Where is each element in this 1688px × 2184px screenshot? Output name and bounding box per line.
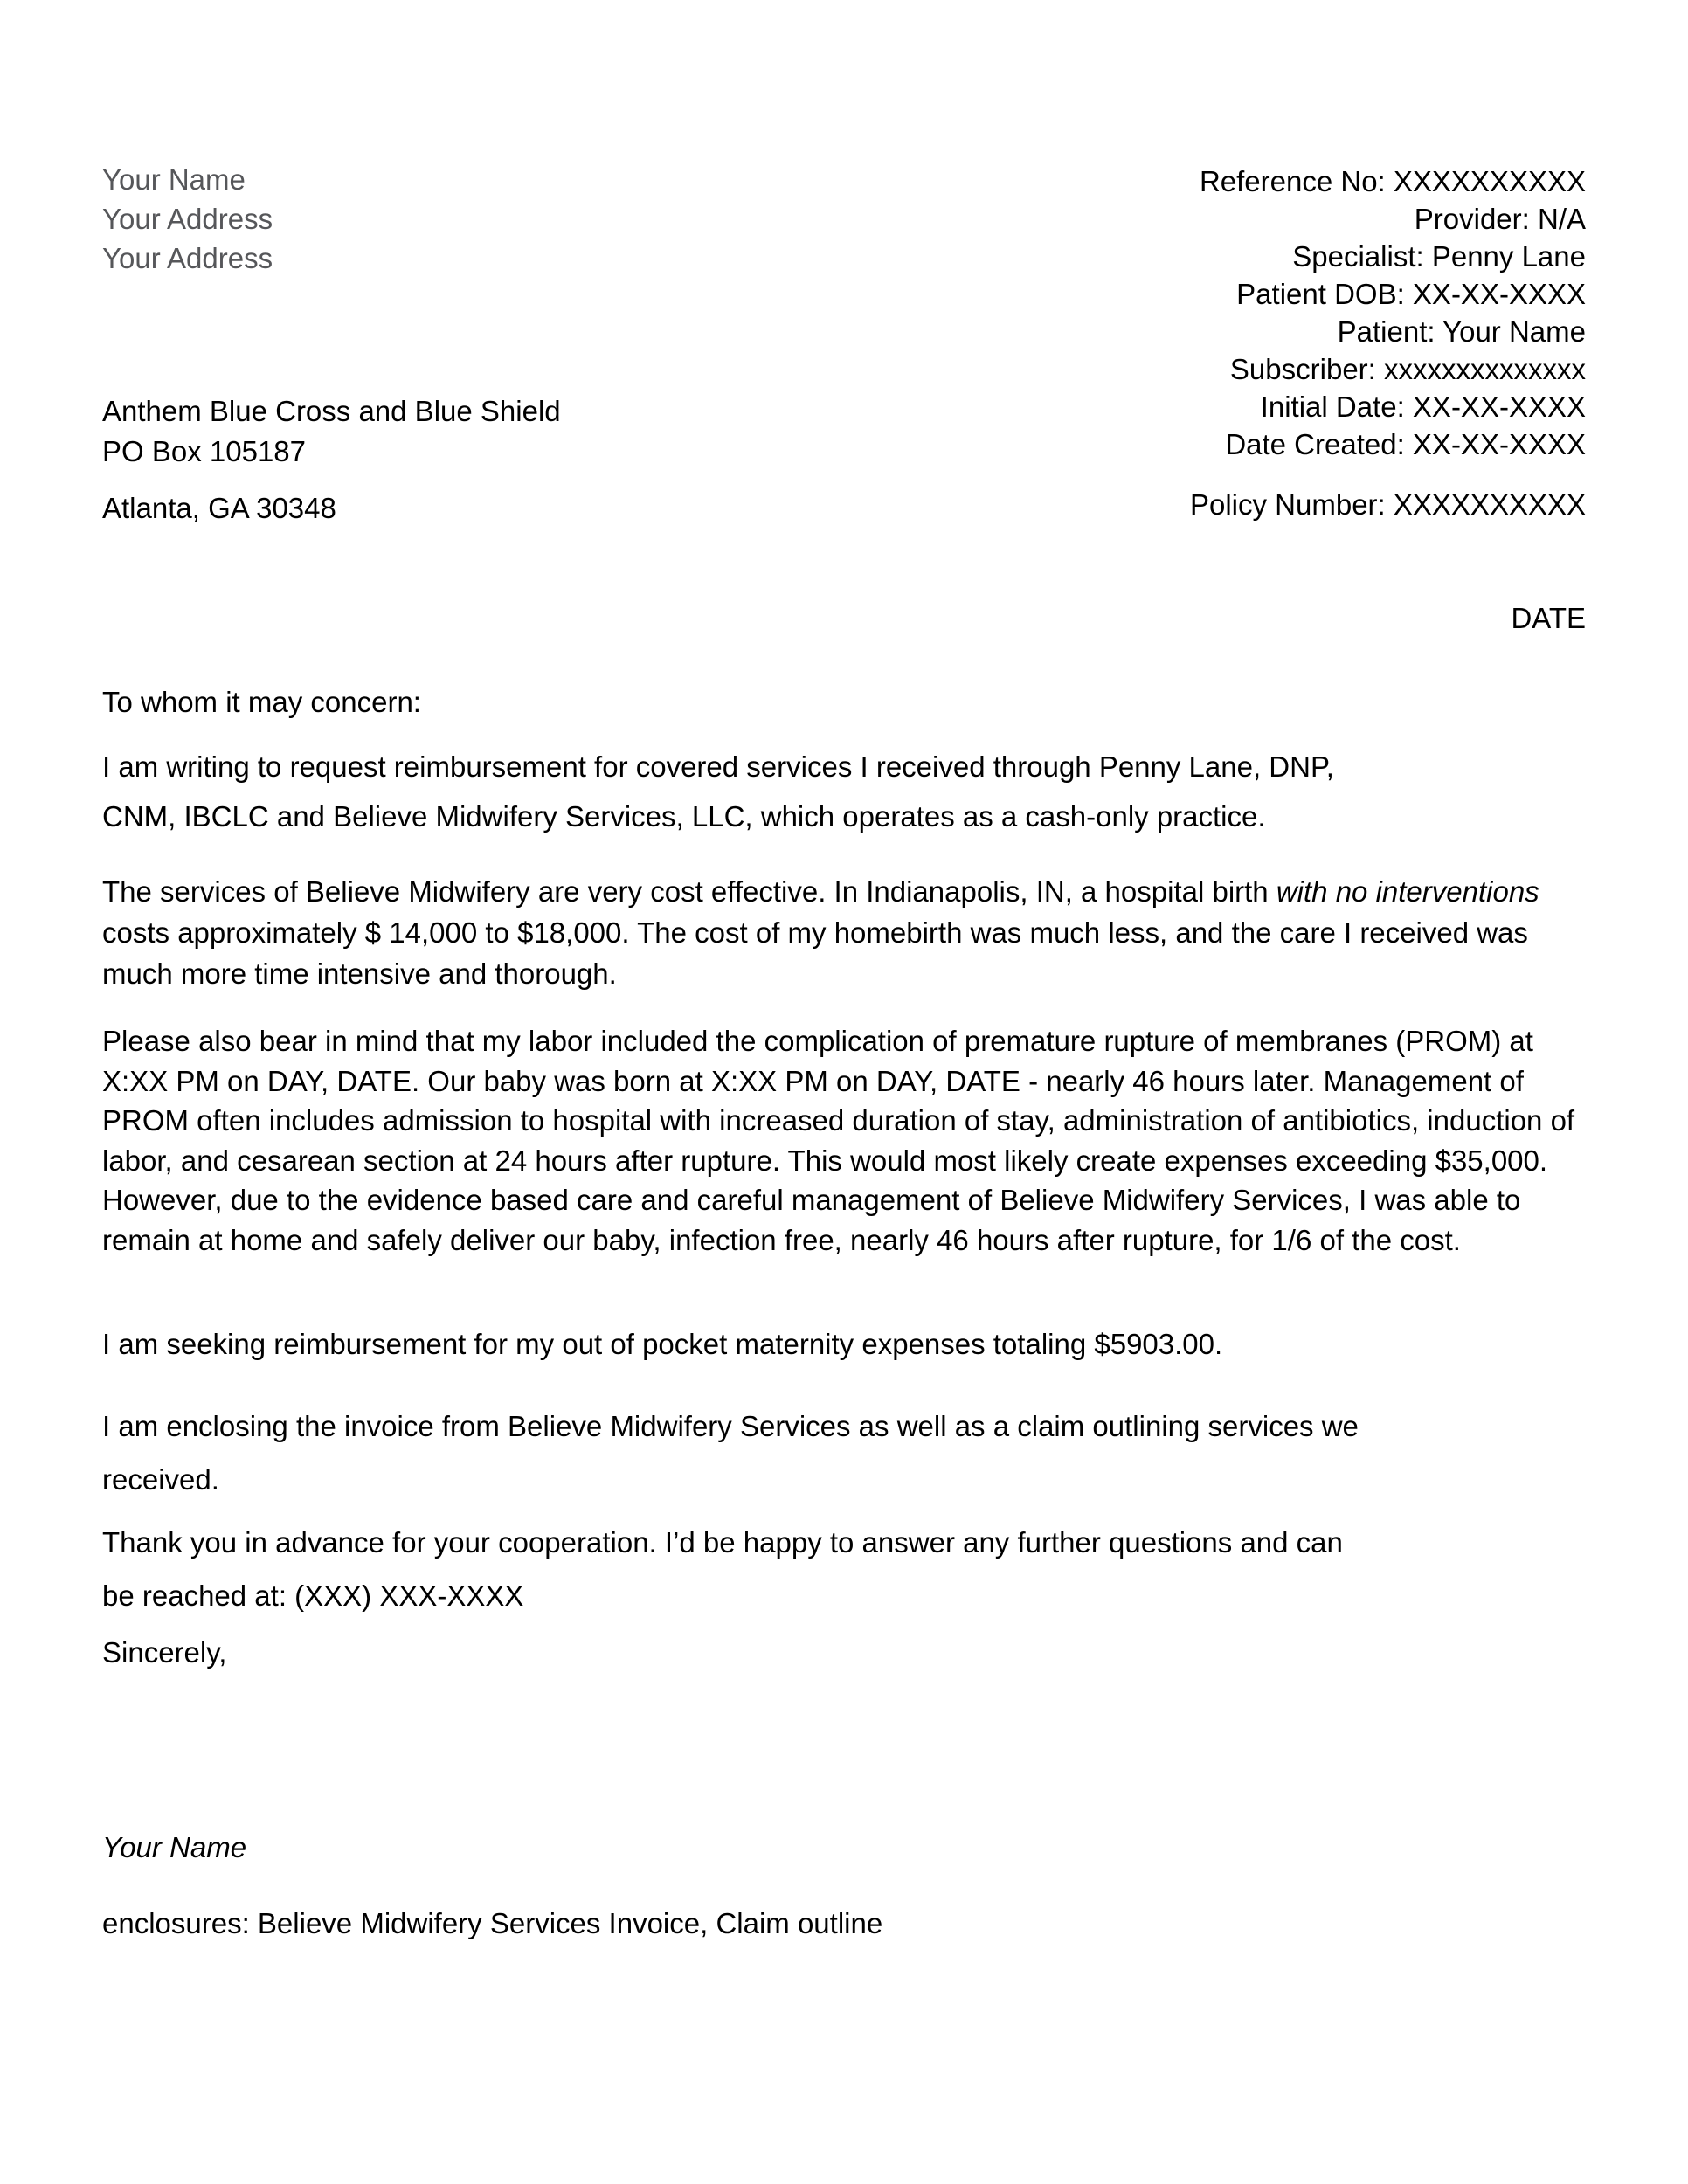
paragraph-enclosing-invoice: [102, 1400, 1586, 1506]
paragraph-5-line-2: received.: [102, 1463, 219, 1496]
meta-spacer: [1190, 463, 1586, 486]
meta-initial-date: Initial Date: XX-XX-XXXX: [1260, 390, 1586, 423]
signature-name: Your Name: [102, 1831, 247, 1863]
enclosures-line: enclosures: Believe Midwifery Services Invoice, Claim outline: [102, 1907, 883, 1939]
sender-address-line-1: Your Address: [102, 203, 273, 235]
claim-meta-block: [1190, 162, 1586, 523]
paragraph-1-line-2: CNM, IBCLC and Believe Midwifery Services, LLC, which operates as a cash-only practice.: [102, 800, 1266, 833]
recipient-block: [102, 391, 561, 529]
paragraph-6-line-2: be reached at: (XXX) XXX-XXXX: [102, 1579, 524, 1612]
paragraph-prom-complication: Please also bear in mind that my labor included the complication of premature rupture of membranes (PROM) at X:XX PM on DAY, DATE. Our baby was born at X:XX PM on DAY, DATE - nearly 46 hours later. Management of PROM often includes admission to hospital with increased duration of stay, administration of antibiotics, induction of labor, and cesarean section at 24 hours after rupture. This would most likely create expenses exceeding $35,000. However, due to the evidence based care and careful management of Believe Midwifery Services, I was able to remain at home and safely deliver our baby, infection free, nearly 46 hours after rupture, for 1/6 of the cost.: [102, 1025, 1575, 1256]
greeting-line: To whom it may concern:: [102, 686, 421, 718]
paragraph-1-line-1: I am writing to request reimbursement for covered services I received through Penny Lane, DNP,: [102, 750, 1334, 783]
paragraph-thank-you: [102, 1516, 1586, 1622]
meta-policy-number: Policy Number: XXXXXXXXXX: [1189, 488, 1586, 521]
paragraph-request-reimbursement: [102, 742, 1586, 841]
meta-subscriber: Subscriber: xxxxxxxxxxxxxx: [1229, 353, 1586, 385]
paragraph-2-text-pre: The services of Believe Midwifery are very cost effective. In Indianapolis, IN, a hospital birth: [102, 875, 1276, 908]
meta-patient-dob: Patient DOB: XX-XX-XXXX: [1236, 278, 1586, 310]
meta-specialist: Specialist: Penny Lane: [1292, 240, 1586, 273]
meta-provider: Provider: N/A: [1414, 203, 1586, 235]
sender-block: [102, 160, 273, 278]
paragraph-6-line-1: Thank you in advance for your cooperation. I’d be happy to answer any further questions and can: [102, 1526, 1343, 1559]
sender-address-line-2: Your Address: [102, 242, 273, 274]
meta-reference-no: Reference No: XXXXXXXXXX: [1199, 165, 1586, 197]
meta-patient: Patient: Your Name: [1337, 315, 1586, 348]
recipient-city-state-zip: Atlanta, GA 30348: [102, 492, 336, 524]
sender-name: Your Name: [102, 163, 246, 196]
paragraph-2-italic-phrase: with no interventions: [1276, 875, 1539, 908]
paragraph-2-text-post: costs approximately $ 14,000 to $18,000. The cost of my homebirth was much less, and the care I received was much more time intensive and thorough.: [102, 916, 1528, 990]
meta-date-created: Date Created: XX-XX-XXXX: [1225, 428, 1586, 460]
recipient-name: Anthem Blue Cross and Blue Shield: [102, 395, 561, 427]
recipient-address: PO Box 105187: [102, 435, 306, 467]
closing-line: Sincerely,: [102, 1636, 227, 1669]
paragraph-cost-effective: [102, 871, 1586, 994]
date-placeholder: DATE: [1511, 602, 1586, 634]
paragraph-seeking-reimbursement: I am seeking reimbursement for my out of pocket maternity expenses totaling $5903.00.: [102, 1328, 1223, 1360]
paragraph-5-line-1: I am enclosing the invoice from Believe Midwifery Services as well as a claim outlining services we: [102, 1410, 1359, 1442]
